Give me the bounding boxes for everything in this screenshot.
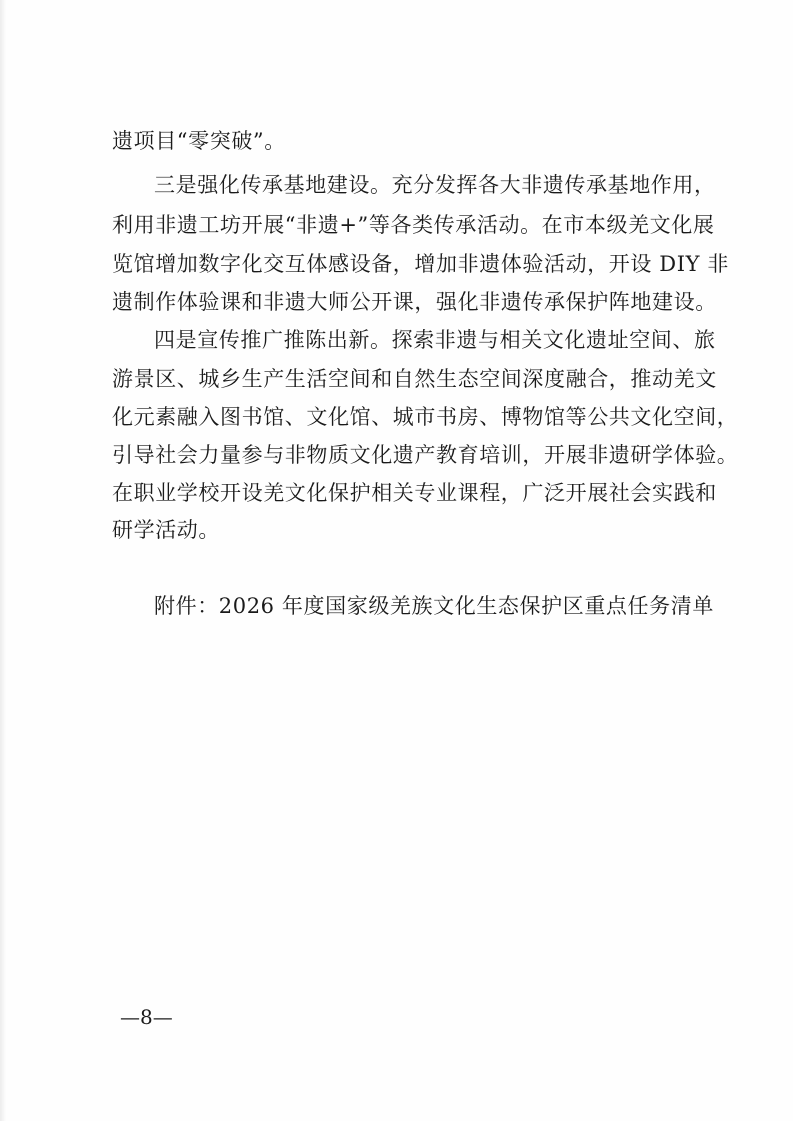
- scan-edge-shadow: [0, 0, 6, 1121]
- body-text-line: 遗制作体验课和非遗大师公开课，强化非遗传承保护阵地建设。: [112, 290, 717, 314]
- body-text-line: 在职业学校开设羌文化保护相关专业课程，广泛开展社会实践和: [112, 481, 717, 505]
- body-text-line: 利用非遗工坊开展“非遗+”等各类传承活动。在市本级羌文化展: [112, 213, 715, 237]
- body-text-line: 遗项目“零突破”。: [112, 129, 286, 153]
- attachment-note: 附件：2026 年度国家级羌族文化生态保护区重点任务清单: [154, 594, 714, 618]
- body-text-line: 览馆增加数字化交互体感设备，增加非遗体验活动，开设 DIY 非: [112, 252, 729, 276]
- body-text-line: 游景区、城乡生产生活空间和自然生态空间深度融合，推动羌文: [112, 367, 717, 391]
- body-text-line: 引导社会力量参与非物质文化遗产教育培训，开展非遗研学体验。: [112, 443, 739, 467]
- body-text-line: 三是强化传承基地建设。充分发挥各大非遗传承基地作用，: [154, 173, 716, 197]
- body-text-line: 四是宣传推广推陈出新。探索非遗与相关文化遗址空间、旅: [154, 328, 716, 352]
- body-text-line: 研学活动。: [112, 518, 220, 542]
- page-number: —8—: [120, 1005, 173, 1029]
- body-text-line: 化元素融入图书馆、文化馆、城市书房、博物馆等公共文化空间，: [112, 405, 739, 429]
